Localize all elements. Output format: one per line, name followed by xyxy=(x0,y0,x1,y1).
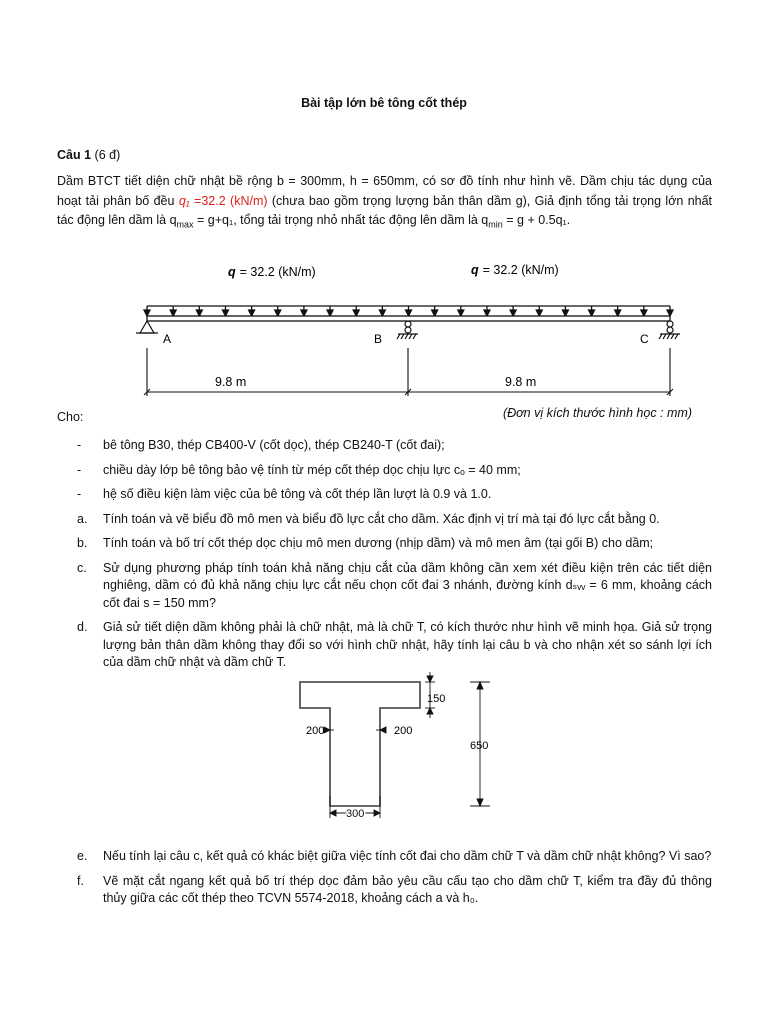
list-item: a. Tính toán và vẽ biểu đồ mô men và biểu đồ lực cắt cho dầm. Xác định vị trí mà tại đó lực cắt bằng 0. xyxy=(77,511,660,526)
question-points: (6 đ) xyxy=(94,148,121,162)
load-arrowhead xyxy=(222,310,228,316)
list-item: c. Sử dụng phương pháp tính toán khả năng chịu cắt của dầm không cần xem xét điều kiện trên các tiết diện nghiêng, dầm có đủ khả năng chịu lực cắt nếu chọn cốt đai 3 nhánh, đường kính dₛᵥᵥ = 6 mm, khoảng cách cốt đai s = 150 mm? xyxy=(77,560,712,610)
load-arrowhead xyxy=(196,310,202,316)
load-arrowhead xyxy=(536,310,542,316)
qmin-subscript: min xyxy=(488,219,503,230)
load-arrowhead xyxy=(484,310,490,316)
total-height-label: 650 xyxy=(470,740,489,752)
flange-thickness-label: 150 xyxy=(427,693,446,705)
load-arrowhead xyxy=(458,310,464,316)
intro-text-4: = g + 0.5q₁. xyxy=(502,213,571,227)
list-item: - hệ số điều kiện làm việc của bê tông và cốt thép lần lượt là 0.9 và 1.0. xyxy=(77,487,492,501)
t-section-diagram xyxy=(290,670,510,830)
document-title: Bài tập lớn bê tông cốt thép xyxy=(301,96,467,110)
question-label: Câu 1 xyxy=(57,148,92,162)
intro-text-2: (chưa bao gồm trọng lượng bản thân dầm g), Giả định tổng tải trọng lớn nhất tác động lên dầm là q xyxy=(57,193,713,227)
load-arrowhead xyxy=(301,310,307,316)
load-arrowhead xyxy=(589,310,595,316)
unit-note: (Đơn vị kích thước hình học : mm) xyxy=(502,406,692,420)
roller-support-b-icon xyxy=(397,321,418,339)
load-arrowhead xyxy=(615,310,621,316)
given-label: Cho: xyxy=(57,410,84,424)
load-arrowhead xyxy=(379,310,385,316)
load-arrowhead xyxy=(667,310,673,316)
load-arrowhead xyxy=(406,310,412,316)
overhang-left-label: 200 xyxy=(306,725,325,737)
span-left-label: 9.8 m xyxy=(215,375,247,389)
qmax-subscript: max xyxy=(176,219,194,230)
beam-diagram xyxy=(0,250,768,410)
q1-symbol: q₁ xyxy=(178,193,190,208)
intro-text-3: = g+q₁, tổng tải trọng nhỏ nhất tác động lên dầm là q xyxy=(193,213,489,227)
load-arrowhead xyxy=(275,310,281,316)
pin-support-a-icon xyxy=(136,321,158,333)
beam-element xyxy=(147,316,670,321)
load-arrowhead xyxy=(353,310,359,316)
roller-support-c-icon xyxy=(659,321,680,339)
list-item: b. Tính toán và bố trí cốt thép dọc chịu mô men dương (nhịp dầm) và mô men âm (tại gối B) cho dầm; xyxy=(77,536,654,550)
list-item: - chiều dày lớp bê tông bảo vệ tính từ mép cốt thép dọc chịu lực cₒ = 40 mm; xyxy=(77,462,521,477)
load-arrowhead xyxy=(641,310,647,316)
conditions-list xyxy=(57,437,712,672)
load-label-left: q = 32.2 (kN/m) xyxy=(228,265,316,279)
problem-statement xyxy=(57,172,712,235)
distributed-load xyxy=(144,306,673,316)
load-arrowhead xyxy=(170,310,176,316)
web-width-label: 300 xyxy=(346,808,365,820)
span-right-label: 9.8 m xyxy=(505,375,537,389)
tasks-bottom-list xyxy=(57,848,712,908)
t-section-outline xyxy=(300,682,420,806)
list-item: f. Vẽ mặt cắt ngang kết quả bố trí thép dọc đảm bảo yêu cầu cấu tạo cho dầm chữ T, kiểm tra đầy đủ thông thủy giữa các cốt thép theo TCVN 5574-2018, khoảng cách a và h₀. xyxy=(77,873,712,905)
intro-text-1: Dầm BTCT tiết diện chữ nhật bề rộng b = 300mm, h = 650mm, có sơ đồ tính như hình vẽ. Dầm chịu tác dụng của hoạt tải phân bố đều xyxy=(57,174,712,208)
support-a-label: A xyxy=(163,332,172,346)
list-item: e. Nếu tính lại câu c, kết quả có khác biệt giữa việc tính cốt đai cho dầm chữ T và dầm chữ nhật không? Vì sao? xyxy=(77,849,712,863)
support-b-label: B xyxy=(374,332,383,346)
q1-value: =32.2 (kN/m) xyxy=(189,193,268,208)
load-arrowhead xyxy=(562,310,568,316)
load-arrowhead xyxy=(432,310,438,316)
load-arrowhead xyxy=(510,310,516,316)
overhang-right-label: 200 xyxy=(394,725,413,737)
support-c-label: C xyxy=(640,332,649,346)
load-label-right: q = 32.2 (kN/m) xyxy=(471,263,559,277)
load-arrowhead xyxy=(144,310,150,316)
load-arrowhead xyxy=(327,310,333,316)
question-heading xyxy=(57,148,120,162)
list-item: - bê tông B30, thép CB400-V (cốt dọc), thép CB240-T (cốt đai); xyxy=(77,438,445,452)
list-item: d. Giả sử tiết diện dầm không phải là chữ nhật, mà là chữ T, có kích thước như hình vẽ minh họa. Giả sử trọng lượng bản thân dầm không thay đổi so với hình chữ nhật, hãy tính lại câu b và cho nhận xét so sánh lợi ích của dầm chữ nhật và dầm chữ T. xyxy=(77,620,712,669)
load-arrowhead xyxy=(249,310,255,316)
